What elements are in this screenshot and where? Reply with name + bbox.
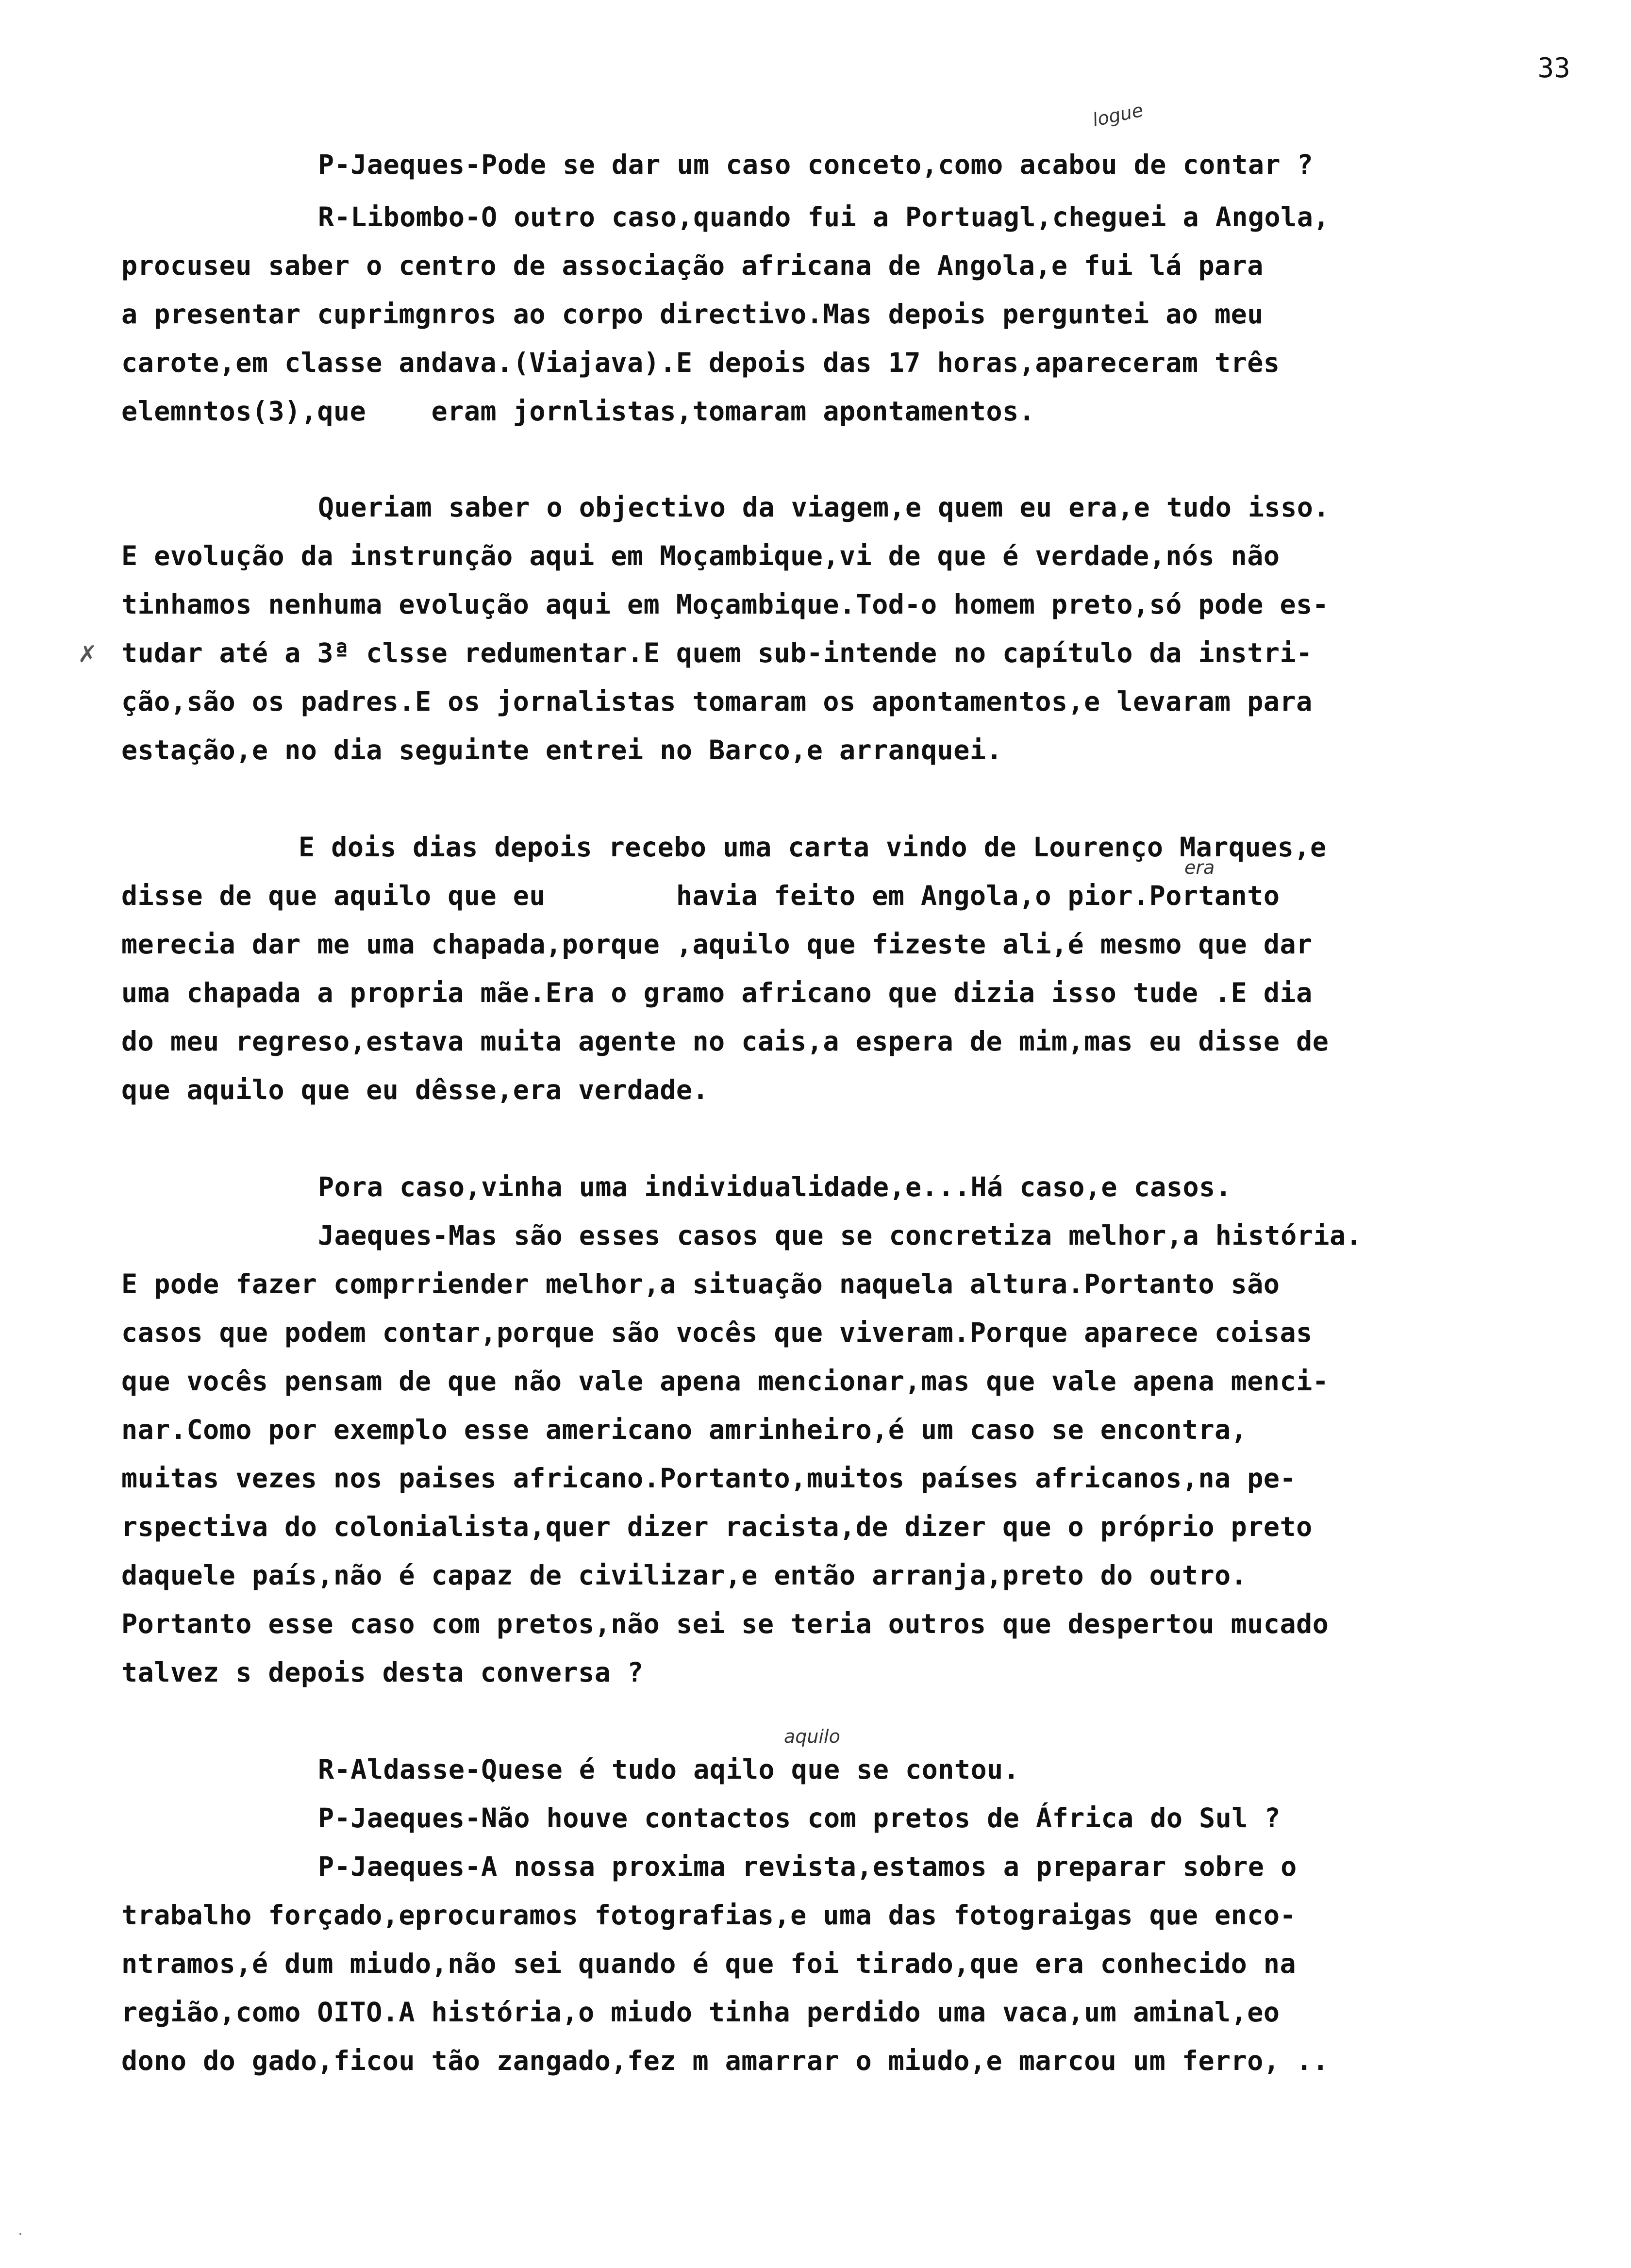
page-number: 33 bbox=[1537, 52, 1570, 84]
text-line: Pora caso,vinha uma individualidade,e...Há caso,e casos. bbox=[318, 1171, 1232, 1202]
text-line: que vocês pensam de que não vale apena mencionar,mas que vale apena menci- bbox=[121, 1366, 1329, 1397]
text-line: ção,são os padres.E os jornalistas tomaram os apontamentos,e levaram para bbox=[121, 686, 1313, 717]
text-line: ntramos,é dum miudo,não sei quando é que foi tirado,que era conhecido na bbox=[121, 1948, 1297, 1979]
text-line: R-Libombo-O outro caso,quando fui a Portuagl,cheguei a Angola, bbox=[318, 201, 1330, 233]
text-line: tinhamos nenhuma evolução aqui em Moçambique.Tod-o homem preto,só pode es- bbox=[121, 589, 1329, 620]
text-line: elemntos(3),que eram jornlistas,tomaram apontamentos. bbox=[121, 396, 1035, 427]
text-line: merecia dar me uma chapada,porque ,aquilo que fizeste ali,é mesmo que dar bbox=[121, 929, 1313, 960]
text-line: nar.Como por exemplo esse americano amrinheiro,é um caso se encontra, bbox=[121, 1414, 1248, 1445]
text-line: daquele país,não é capaz de civilizar,e então arranja,preto do outro. bbox=[121, 1560, 1248, 1591]
handwritten-note-top: logue bbox=[1090, 99, 1145, 131]
handwritten-note-era: era bbox=[1184, 857, 1215, 878]
text-line: E dois dias depois recebo uma carta vindo de Lourenço Marques,e bbox=[299, 832, 1327, 863]
text-line: uma chapada a propria mãe.Era o gramo africano que dizia isso tude .E dia bbox=[121, 977, 1313, 1008]
text-line: R-Aldasse-Quese é tudo aqilo que se contou. bbox=[318, 1754, 1020, 1785]
text-line: E evolução da instrunção aqui em Moçambique,vi de que é verdade,nós não bbox=[121, 540, 1280, 571]
handwritten-note-aquilo: aquilo bbox=[784, 1726, 840, 1747]
text-line: dono do gado,ficou tão zangado,fez m amarrar o miudo,e marcou um ferro, .. bbox=[121, 2045, 1329, 2076]
text-line: E pode fazer comprriender melhor,a situação naquela altura.Portanto são bbox=[121, 1268, 1280, 1300]
text-line: talvez s depois desta conversa ? bbox=[121, 1657, 644, 1688]
text-line: casos que podem contar,porque são vocês que viveram.Porque aparece coisas bbox=[121, 1317, 1313, 1348]
text-line: P-Jaeques-A nossa proxima revista,estamos a preparar sobre o bbox=[318, 1851, 1297, 1882]
text-line: procuseu saber o centro de associação africana de Angola,e fui lá para bbox=[121, 250, 1264, 281]
text-line: carote,em classe andava.(Viajava).E depois das 17 horas,apareceram três bbox=[121, 347, 1280, 378]
text-line: muitas vezes nos paises africano.Portanto,muitos países africanos,na pe- bbox=[121, 1463, 1297, 1494]
text-line: trabalho forçado,eprocuramos fotografias,e uma das fotograigas que enco- bbox=[121, 1900, 1297, 1931]
text-line: que aquilo que eu dêsse,era verdade. bbox=[121, 1074, 709, 1105]
text-line: região,como OITO.A história,o miudo tinha perdido uma vaca,um aminal,eo bbox=[121, 1997, 1280, 2028]
text-line: P-Jaeques-Pode se dar um caso conceto,como acabou de contar ? bbox=[318, 149, 1314, 180]
text-line: Portanto esse caso com pretos,não sei se teria outros que despertou mucado bbox=[121, 1608, 1329, 1639]
text-line: Jaeques-Mas são esses casos que se concretiza melhor,a história. bbox=[318, 1220, 1363, 1251]
text-line: do meu regreso,estava muita agente no cais,a espera de mim,mas eu disse de bbox=[121, 1026, 1329, 1057]
text-line: estação,e no dia seguinte entrei no Barco,e arranquei. bbox=[121, 734, 1003, 766]
scan-speck bbox=[19, 2233, 21, 2235]
text-line: P-Jaeques-Não houve contactos com pretos de África do Sul ? bbox=[318, 1802, 1281, 1834]
text-line: a presentar cuprimgnros ao corpo directivo.Mas depois perguntei ao meu bbox=[121, 299, 1264, 330]
margin-mark-icon: ✗ bbox=[78, 641, 98, 668]
text-line: rspectiva do colonialista,quer dizer racista,de dizer que o próprio preto bbox=[121, 1511, 1313, 1542]
text-line: disse de que aquilo que eu havia feito em Angola,o pior.Portanto bbox=[121, 880, 1280, 911]
text-line: tudar até a 3ª clsse redumentar.E quem sub-intende no capítulo da instri- bbox=[121, 637, 1313, 668]
text-line: Queriam saber o objectivo da viagem,e quem eu era,e tudo isso. bbox=[318, 492, 1330, 523]
